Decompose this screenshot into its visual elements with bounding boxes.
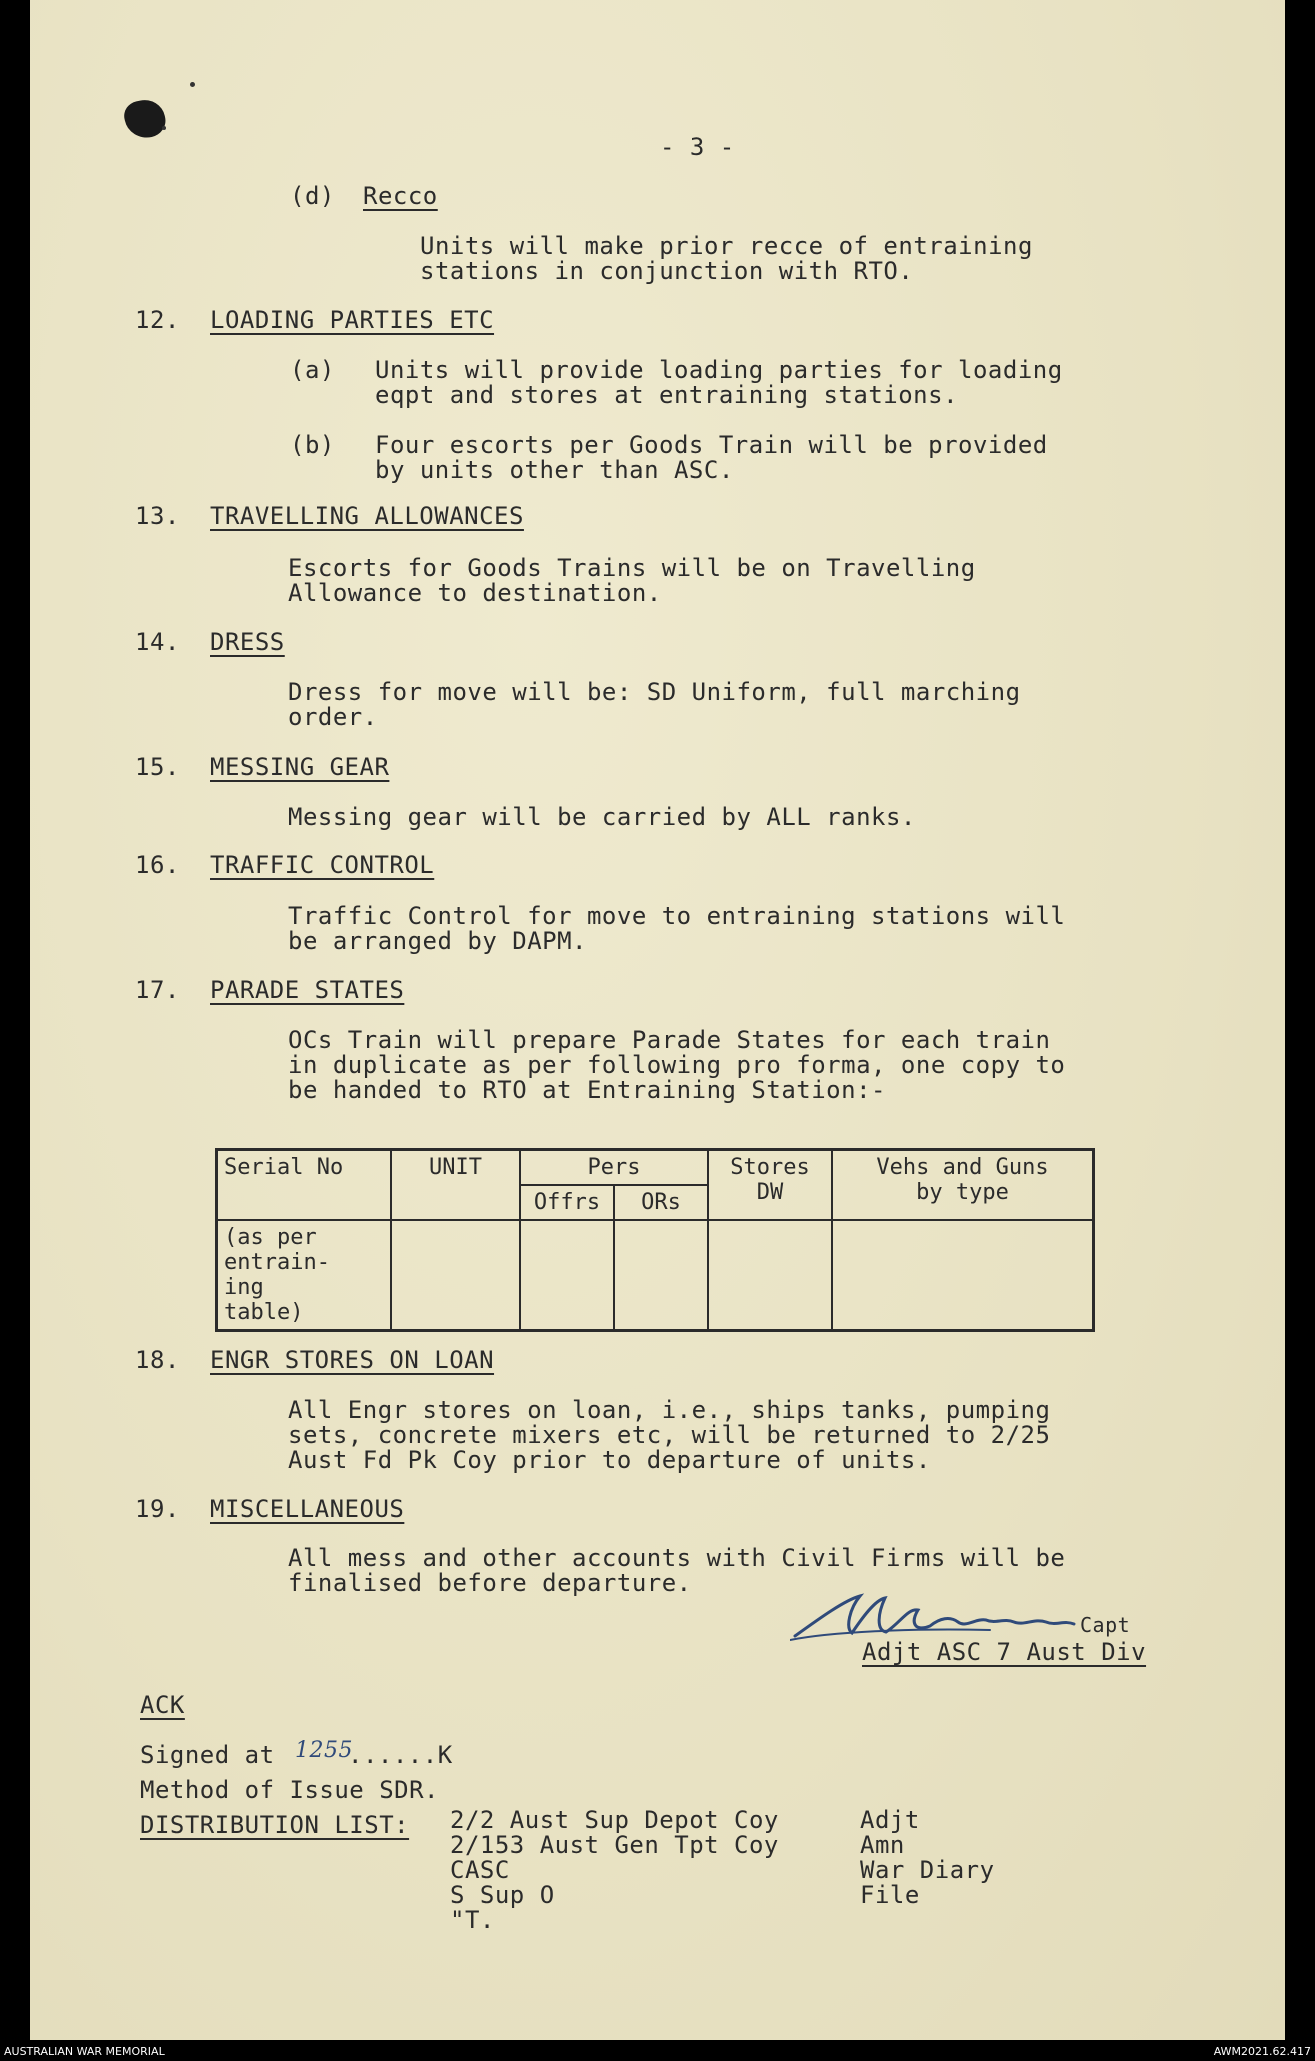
signed-dots: ......K [348,1741,453,1769]
table-cell [614,1220,708,1331]
heading-miscellaneous: MISCELLANEOUS [210,1495,405,1523]
method-of-issue: Method of Issue SDR. [140,1776,439,1804]
distribution-item: S Sup O [450,1881,555,1909]
section-number: 18. [135,1346,180,1374]
ack-label: ACK [140,1691,185,1719]
cell-line: (as per [224,1225,317,1250]
signed-at-label: Signed at [140,1741,275,1769]
paragraph-line: by units other than ASC. [375,456,734,484]
heading-parade-states: PARADE STATES [210,976,405,1004]
header-stores-line: Stores [730,1155,810,1180]
cell-line: table) [224,1300,304,1325]
paragraph-line: stations in conjunction with RTO. [420,257,914,285]
header-vehs-line: by type [916,1180,1009,1205]
header-offrs: Offrs [520,1185,614,1220]
distribution-item: Amn [860,1831,905,1859]
paragraph-line: Escorts for Goods Trains will be on Travelling [288,554,976,582]
ink-blot [121,96,168,141]
paragraph-line: in duplicate as per following pro forma, one copy to [288,1051,1066,1079]
paragraph-line: Units will make prior recce of entraining [420,232,1033,260]
distribution-item: 2/2 Aust Sup Depot Coy [450,1806,779,1834]
paragraph-line: All mess and other accounts with Civil Firms will be [288,1544,1066,1572]
table-cell [520,1220,614,1331]
heading-dress: DRESS [210,628,285,656]
ink-dot [190,82,195,87]
paragraph-line: sets, concrete mixers etc, will be returned to 2/25 [288,1421,1051,1449]
signature-title: Adjt ASC 7 Aust Div [862,1638,1147,1666]
distribution-item: 2/153 Aust Gen Tpt Coy [450,1831,779,1859]
distribution-item: File [860,1881,920,1909]
section-number: 14. [135,628,180,656]
distribution-item: CASC [450,1856,510,1884]
section-number: 17. [135,976,180,1004]
document-page [30,0,1285,2040]
distribution-item: Adjt [860,1806,920,1834]
paragraph-line: order. [288,703,378,731]
header-stores [708,1150,832,1221]
paragraph-line: Dress for move will be: SD Uniform, full marching [288,678,1021,706]
header-unit: UNIT [391,1150,520,1221]
paragraph-line: Units will provide loading parties for loading [375,356,1063,384]
table-cell [832,1220,1094,1331]
footer-credit: AUSTRALIAN WAR MEMORIAL [4,2045,165,2058]
heading-traffic-control: TRAFFIC CONTROL [210,851,435,879]
section-number: 15. [135,753,180,781]
heading-travelling-allowances: TRAVELLING ALLOWANCES [210,502,524,530]
section-number: 13. [135,502,180,530]
distribution-item: War Diary [860,1856,995,1884]
header-stores-line: DW [756,1180,784,1205]
paragraph-line: Traffic Control for move to entraining stations will [288,902,1066,930]
sub-label-d: (d) [290,182,335,210]
header-vehs-line: Vehs and Guns [876,1155,1049,1180]
paragraph-line: eqpt and stores at entraining stations. [375,381,959,409]
paragraph-line: Four escorts per Goods Train will be provided [375,431,1048,459]
sub-label-a: (a) [290,356,335,384]
heading-messing-gear: MESSING GEAR [210,753,390,781]
heading-recco: Recco [363,182,438,210]
heading-engr-stores: ENGR STORES ON LOAN [210,1346,495,1374]
header-serial-no: Serial No [217,1150,392,1221]
table-cell-serial [217,1220,392,1331]
paragraph-line: be arranged by DAPM. [288,927,587,955]
paragraph-line: All Engr stores on loan, i.e., ships tanks, pumping [288,1396,1051,1424]
heading-loading-parties: LOADING PARTIES ETC [210,306,495,334]
paragraph-line: Messing gear will be carried by ALL ranks. [288,803,916,831]
section-number: 12. [135,306,180,334]
header-vehs [832,1150,1094,1221]
footer-accession-number: AWM2021.62.417 [1213,2045,1311,2058]
paragraph-line: Aust Fd Pk Coy prior to departure of units. [288,1446,931,1474]
header-ors: ORs [614,1185,708,1220]
paragraph-line: OCs Train will prepare Parade States for each train [288,1026,1051,1054]
section-number: 19. [135,1495,180,1523]
sub-label-b: (b) [290,431,335,459]
signature-rank: Capt [1080,1613,1131,1637]
section-number: 16. [135,851,180,879]
signed-time: 1255 [295,1738,353,1763]
paragraph-line: Allowance to destination. [288,579,662,607]
cell-line: entrain- [224,1250,330,1275]
distribution-label: DISTRIBUTION LIST: [140,1811,410,1839]
paragraph-line: finalised before departure. [288,1569,692,1597]
distribution-item: "T. [450,1906,495,1934]
cell-line: ing [224,1275,264,1300]
table-cell [708,1220,832,1331]
table-cell [391,1220,520,1331]
page-number: - 3 - [660,133,735,161]
parade-state-table [215,1148,1095,1332]
header-pers: Pers [520,1150,708,1186]
ink-dot [162,126,166,130]
paragraph-line: be handed to RTO at Entraining Station:- [288,1076,886,1104]
